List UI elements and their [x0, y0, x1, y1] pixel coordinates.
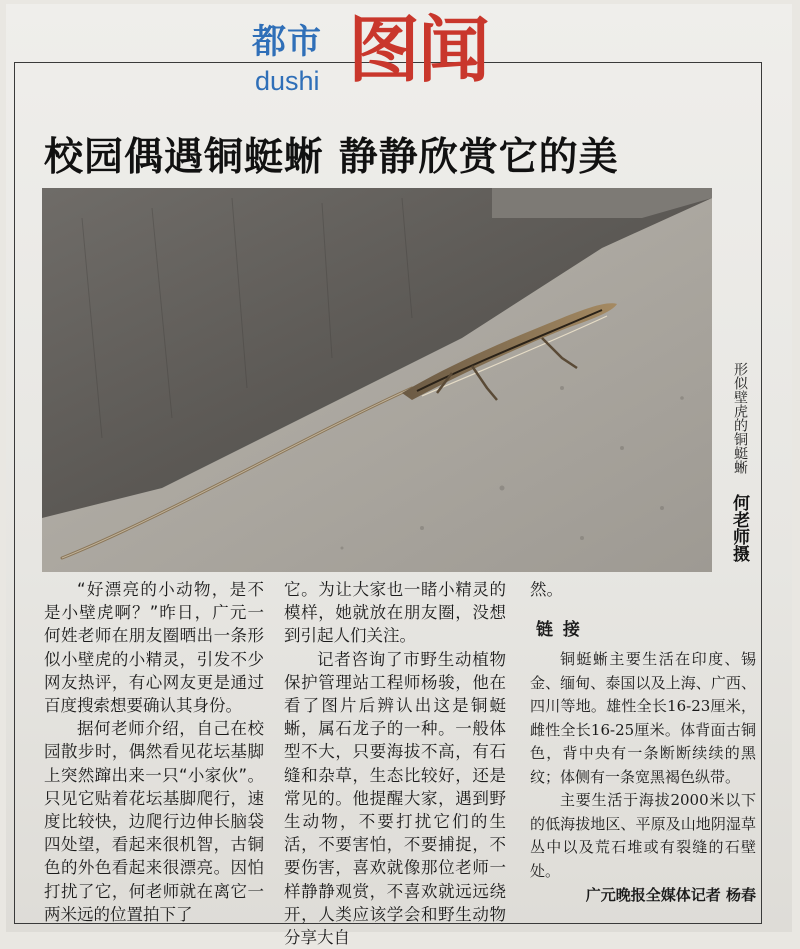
article-headline: 校园偶遇铜蜓蜥 静静欣赏它的美: [44, 135, 619, 180]
article-column-3: [530, 578, 756, 883]
reporter-byline: 广元晚报全媒体记者 杨春: [585, 886, 756, 904]
article-paragraph: 然。: [530, 580, 563, 599]
photo-caption: 形似壁虎的铜蜓蜥: [732, 362, 748, 474]
sidebar-paragraph: 铜蜓蜥主要生活在印度、锡金、缅甸、泰国以及上海、广西、四川等地。雄性全长16-23厘米，雌性全长16-25厘米。体背面古铜色，背中央有一条断断续续的黑纹；体侧有一条宽黑褐色纵带。: [530, 650, 756, 786]
article-paragraph: 据何老师介绍，自己在校园散步时，偶然看见花坛基脚上突然蹿出来一只“小家伙”。只见它贴着花坛基脚爬行，速度比较快，边爬行边伸长脑袋四处望，看起来很机智，古铜色的外色看起来很漂亮。因怕打扰了它，何老师就在离它一两米远的位置拍下了: [44, 719, 264, 924]
article-paragraph: “好漂亮的小动物，是不是小壁虎啊？”昨日，广元一何姓老师在朋友圈晒出一条形似小壁虎的小精灵，引发不少网友热评，有心网友更是通过百度搜索想要确认其身份。: [44, 580, 264, 716]
lizard-photo: [42, 188, 712, 572]
lizard-photo-illustration: [42, 188, 712, 572]
article-column-2: [284, 578, 506, 949]
sidebar-body: [530, 648, 756, 883]
article-paragraph: 记者咨询了市野生动植物保护管理站工程师杨骏，他在看了图片后辨认出这是铜蜓蜥，属石龙子的一种。一般体型不大，只要海拔不高，有石缝和杂草，生态比较好，还是常见的。他提醒大家，遇到野生动物，不要打扰它们的生活，不要害怕，不要捕捉，不要伤害，喜欢就像那位老师一样静静观赏，不喜欢就远远绕开，人类应该学会和野生动物分享大自: [284, 649, 506, 948]
masthead-tuwen: 图闻: [348, 8, 489, 92]
masthead-dushi-cn: 都市: [252, 22, 322, 62]
article-column-1: [44, 578, 264, 926]
sidebar-title: 链 接: [536, 620, 582, 641]
photo-credit: 何老师摄: [729, 494, 749, 562]
sidebar-paragraph: 主要生活于海拔2000米以下的低海拔地区、平原及山地阴湿草丛中以及荒石堆或有裂缝的石壁处。: [530, 791, 756, 880]
article-paragraph: 它。为让大家也一睹小精灵的模样，她就放在朋友圈，没想到引起人们关注。: [284, 580, 506, 646]
masthead-dushi-en: dushi: [255, 66, 320, 96]
